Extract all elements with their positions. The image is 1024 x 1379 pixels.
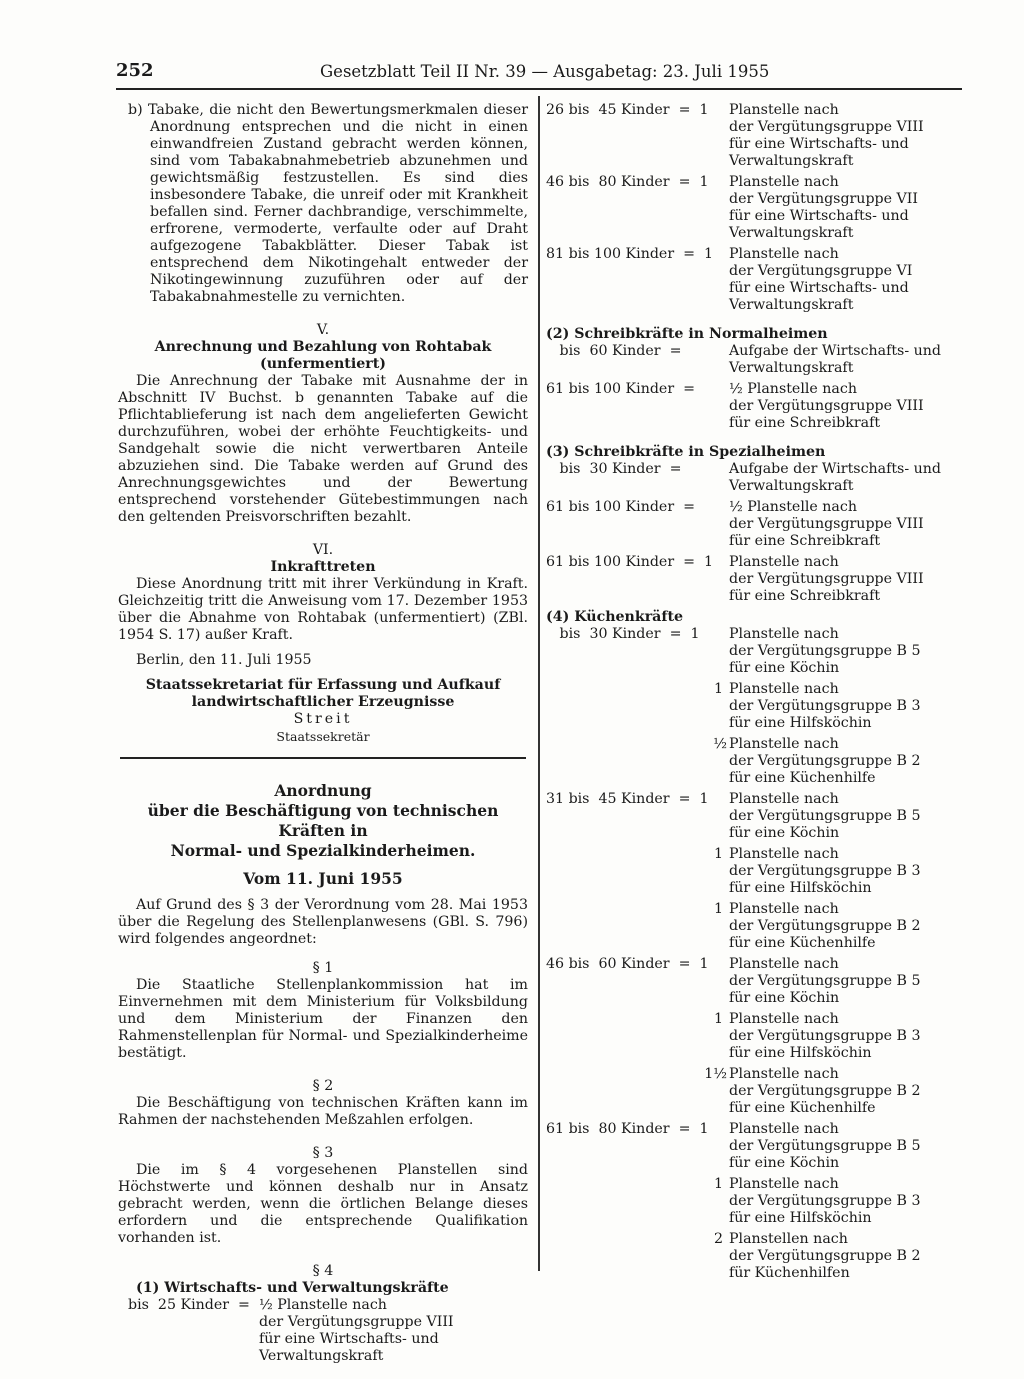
table-row: [546, 956, 966, 1007]
group-1-row-key: bis 25 Kinder =: [128, 1297, 259, 1313]
row-value: Planstelle nach: [729, 626, 839, 642]
row-value: für eine Wirtschafts- und Verwaltungskraft: [729, 208, 909, 241]
row-value: Aufgabe der Wirtschafts- und Verwaltungskraft: [729, 343, 942, 376]
row-value: für eine Schreibkraft: [729, 533, 881, 549]
table-row: [546, 343, 966, 377]
row-value: der Vergütungsgruppe VIII: [729, 571, 924, 587]
section-v-title: Anrechnung und Bezahlung von Rohtabak: [154, 339, 492, 355]
column-divider: [538, 96, 540, 1271]
row-value: Aufgabe der Wirtschafts- und Verwaltungskraft: [729, 461, 942, 494]
row-value: für Küchenhilfen: [729, 1265, 850, 1281]
row-quantity: 1½: [704, 1066, 727, 1082]
row-key: 61 bis 100 Kinder =: [546, 499, 705, 515]
section-v-text: Die Anrechnung der Tabake mit Ausnahme der in Abschnitt IV Buchst. b genannten Tabake auf die Pflichtablieferung ist nach dem angelieferten Gewicht durchzuführen, wobei der erhöhte Feuchtigkeits- und Sandgehalt sowie die nicht verwertbaren Anteile abzuziehen sind. Die Tabake werden auf Grund des Anrechnungsgewichtes und der Bewertung entsprechend vorstehender Gütebestimmungen nach den geltenden Preisvorschriften bezahlt.: [118, 373, 528, 525]
table-row: [546, 1176, 966, 1227]
paragraph-2-label: § 2: [312, 1078, 334, 1094]
row-value: der Vergütungsgruppe B 2: [729, 918, 921, 934]
row-value: der Vergütungsgruppe B 2: [729, 1248, 921, 1264]
section-vi-text: Diese Anordnung tritt mit ihrer Verkündung in Kraft. Gleichzeitig tritt die Anweisung vom 17. Dezember 1953 über die Abnahme von Rohtabak (unfermentiert) (ZBl. 1954 S. 17) außer Kraft.: [118, 576, 528, 643]
paragraph-3-label: § 3: [312, 1145, 334, 1161]
row-value: der Vergütungsgruppe B 5: [729, 973, 921, 989]
row-value: für eine Küchenhilfe: [729, 935, 876, 951]
table-row: [546, 174, 966, 242]
row-key: 61 bis 80 Kinder = 1: [546, 1121, 709, 1137]
table-row: [546, 1011, 966, 1062]
row-quantity: 1: [713, 901, 723, 917]
authority-line-1: Staatssekretariat für Erfassung und Aufkauf: [145, 677, 501, 693]
table-row: [546, 626, 966, 677]
group-1-row: [118, 1297, 528, 1365]
row-value: Planstelle nach: [729, 901, 839, 917]
row-value: Planstelle nach: [729, 1011, 839, 1027]
ordinance-subtitle-1: über die Beschäftigung von technischen Kräften in: [147, 801, 499, 840]
row-value: Planstelle nach: [729, 791, 839, 807]
row-value: Planstelle nach: [729, 554, 839, 570]
row-value: für eine Köchin: [729, 825, 840, 841]
table-row: [546, 381, 966, 432]
row-quantity: 2: [713, 1231, 723, 1247]
row-key: 46 bis 80 Kinder = 1: [546, 174, 709, 190]
table-row: [546, 681, 966, 732]
table-row: [546, 246, 966, 314]
section-vi-title: Inkrafttreten: [270, 559, 376, 575]
row-value: Planstelle nach: [729, 1176, 839, 1192]
row-key: bis 30 Kinder =: [546, 461, 691, 477]
row-value: der Vergütungsgruppe B 5: [729, 643, 921, 659]
table-row: [546, 102, 966, 170]
paragraph-1-text: Die Staatliche Stellenplankommission hat im Einvernehmen mit dem Ministerium für Volksbildung und dem Ministerium der Finanzen den Rahmenstellenplan für Normal- und Spezialkinderheime bestätigt.: [118, 977, 528, 1061]
row-value: für eine Wirtschafts- und Verwaltungskraft: [729, 136, 909, 169]
row-value: der Vergütungsgruppe B 3: [729, 863, 921, 879]
group-1-row-value-2: der Vergütungsgruppe VIII: [258, 1314, 454, 1330]
row-value: für eine Köchin: [729, 990, 840, 1006]
row-value: der Vergütungsgruppe B 3: [729, 1028, 921, 1044]
table-row: [546, 846, 966, 897]
row-value: der Vergütungsgruppe VIII: [729, 398, 924, 414]
paragraph-1-label: § 1: [312, 960, 334, 976]
row-value: der Vergütungsgruppe B 3: [729, 698, 921, 714]
row-value: für eine Hilfsköchin: [729, 1210, 872, 1226]
row-value: für eine Küchenhilfe: [729, 770, 876, 786]
section-v-number: V.: [316, 322, 330, 338]
row-value: ½ Planstelle nach: [729, 499, 857, 515]
signer-title: Staatssekretär: [276, 729, 370, 744]
table-row: [546, 1231, 966, 1282]
row-key: 31 bis 45 Kinder = 1: [546, 791, 709, 807]
row-value: für eine Köchin: [729, 660, 840, 676]
table-row: [546, 461, 966, 495]
group-3-title: (3) Schreibkräfte in Spezialheimen: [546, 444, 826, 460]
header-rule: [116, 88, 962, 90]
row-value: für eine Hilfsköchin: [729, 715, 872, 731]
row-value: für eine Schreibkraft: [729, 415, 881, 431]
row-value: der Vergütungsgruppe VIII: [729, 119, 924, 135]
group-1-row-value-1: ½ Planstelle nach: [258, 1297, 387, 1313]
ordinance-title: Anordnung: [274, 781, 372, 800]
row-value: der Vergütungsgruppe B 2: [729, 1083, 921, 1099]
row-value: der Vergütungsgruppe VII: [729, 191, 918, 207]
row-value: für eine Hilfsköchin: [729, 1045, 872, 1061]
row-value: Planstelle nach: [729, 246, 839, 262]
right-column: [546, 102, 966, 1282]
row-value: Planstelle nach: [729, 1121, 839, 1137]
row-value: für eine Wirtschafts- und Verwaltungskraft: [729, 280, 909, 313]
place-date: Berlin, den 11. Juli 1955: [136, 652, 312, 668]
row-value: der Vergütungsgruppe B 5: [729, 1138, 921, 1154]
row-quantity: ½: [713, 736, 727, 752]
row-quantity: 1: [713, 681, 723, 697]
row-quantity: 1: [713, 1011, 723, 1027]
running-header: Gesetzblatt Teil II Nr. 39 — Ausgabetag: 23. Juli 1955: [320, 62, 770, 81]
page-number: 252: [116, 60, 154, 81]
left-column: [118, 102, 528, 1365]
row-value: der Vergütungsgruppe VI: [729, 263, 913, 279]
row-value: Planstelle nach: [729, 846, 839, 862]
group-1-row-value-3: für eine Wirtschafts- und Verwaltungskraft: [258, 1331, 439, 1364]
row-value: der Vergütungsgruppe B 2: [729, 753, 921, 769]
group-4-title: (4) Küchenkräfte: [546, 609, 684, 625]
row-value: ½ Planstelle nach: [729, 381, 857, 397]
table-row: [546, 736, 966, 787]
row-quantity: 1: [713, 1176, 723, 1192]
section-separator: [120, 757, 526, 759]
table-row: [546, 1066, 966, 1117]
authority-line-2: landwirtschaftlicher Erzeugnisse: [191, 694, 455, 710]
row-value: Planstelle nach: [729, 736, 839, 752]
row-value: Planstellen nach: [729, 1231, 848, 1247]
row-value: der Vergütungsgruppe B 3: [729, 1193, 921, 1209]
row-value: Planstelle nach: [729, 102, 839, 118]
section-vi-number: VI.: [312, 542, 334, 558]
row-key: 61 bis 100 Kinder =: [546, 381, 705, 397]
row-value: für eine Köchin: [729, 1155, 840, 1171]
row-key: 61 bis 100 Kinder = 1: [546, 554, 714, 570]
row-key: 46 bis 60 Kinder = 1: [546, 956, 709, 972]
row-key: bis 60 Kinder =: [546, 343, 691, 359]
row-value: der Vergütungsgruppe VIII: [729, 516, 924, 532]
row-value: der Vergütungsgruppe B 5: [729, 808, 921, 824]
row-key: bis 30 Kinder = 1: [546, 626, 700, 642]
row-value: Planstelle nach: [729, 174, 839, 190]
table-row: [546, 1121, 966, 1172]
table-row: [546, 901, 966, 952]
paragraph-2-text: Die Beschäftigung von technischen Kräften kann im Rahmen der nachstehenden Meßzahlen erfolgen.: [118, 1095, 528, 1128]
section-v-subtitle: (unfermentiert): [259, 356, 386, 372]
ordinance-date: Vom 11. Juni 1955: [243, 869, 403, 888]
row-value: Planstelle nach: [729, 1066, 839, 1082]
row-value: für eine Hilfsköchin: [729, 880, 872, 896]
signer-name: Streit: [293, 711, 353, 727]
preamble: Auf Grund des § 3 der Verordnung vom 28. Mai 1953 über die Regelung des Stellenplanwesens (GBl. S. 796) wird folgendes angeordnet:: [118, 897, 528, 947]
row-key: 26 bis 45 Kinder = 1: [546, 102, 709, 118]
table-row: [546, 554, 966, 605]
group-2-title: (2) Schreibkräfte in Normalheimen: [546, 326, 828, 342]
paragraph-4-label: § 4: [312, 1263, 334, 1279]
row-value: Planstelle nach: [729, 681, 839, 697]
row-value: Planstelle nach: [729, 956, 839, 972]
group-1-title: (1) Wirtschafts- und Verwaltungskräfte: [136, 1280, 449, 1296]
row-value: für eine Schreibkraft: [729, 588, 881, 604]
row-value: für eine Küchenhilfe: [729, 1100, 876, 1116]
table-row: [546, 791, 966, 842]
ordinance-subtitle-2: Normal- und Spezialkinderheimen.: [170, 841, 476, 860]
row-quantity: 1: [713, 846, 723, 862]
paragraph-3-text: Die im § 4 vorgesehenen Planstellen sind Höchstwerte und können deshalb nur in Ansatz gebracht werden, wenn die örtlichen Belange dieses erfordern und die entsprechende Qualifikation vorhanden ist.: [118, 1162, 528, 1246]
row-key: 81 bis 100 Kinder = 1: [546, 246, 714, 262]
table-row: [546, 499, 966, 550]
item-b-paragraph: b) Tabake, die nicht den Bewertungsmerkmalen dieser Anordnung entsprechen und die nicht in einen einwandfreien Zustand gebracht werden können, sind vom Tabakabnahmebetrieb abzunehmen und gewichtsmäßig festzustellen. Es sind dies insbesondere Tabake, die unreif oder mit Krankheit befallen sind. Ferner dachbrandige, verschimmelte, erfrorene, vermoderte, verfaulte oder auf Draht aufgezogene Tabakblätter. Dieser Tabak ist entsprechend dem Nikotingehalt entweder der Nikotingewinnung zuzuführen oder auf der Tabakabnahmestelle zu vernichten.: [128, 102, 528, 305]
